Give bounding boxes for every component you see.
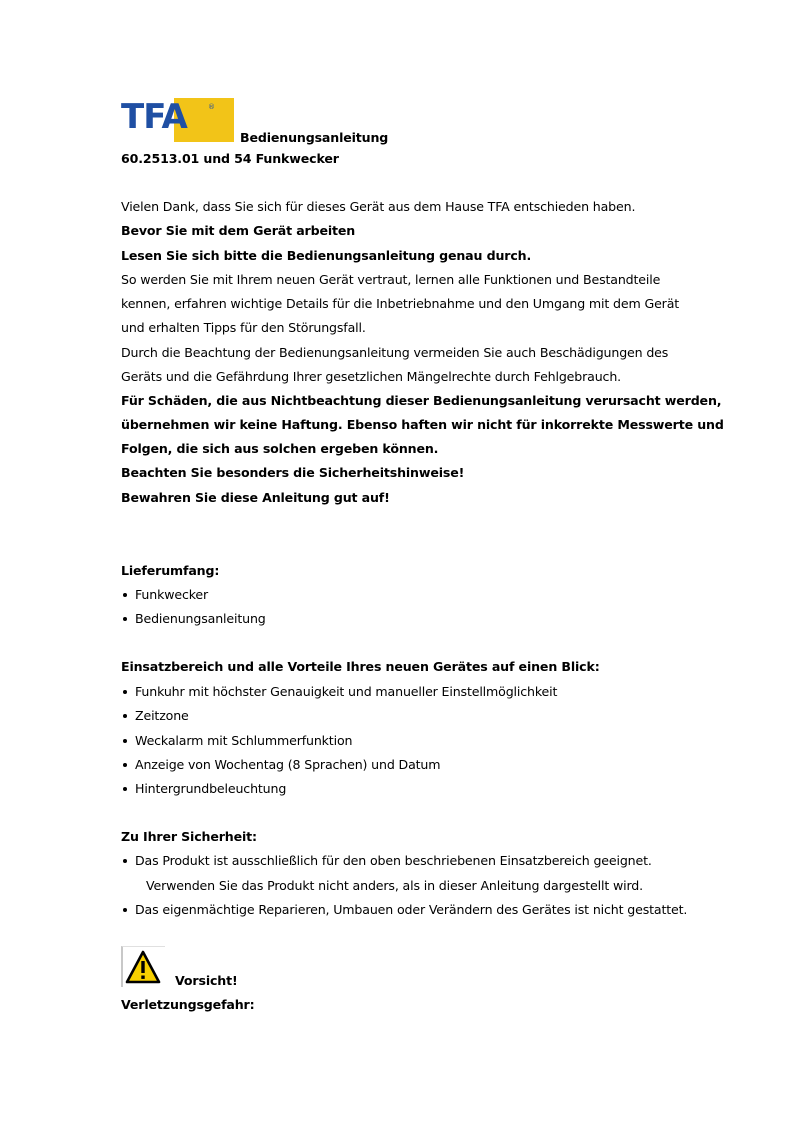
warning-triangle-icon: [121, 946, 165, 988]
feature-item: Zeitzone: [135, 708, 189, 723]
safety-notice: Beachten Sie besonders die Sicherheitshinweise!: [121, 465, 465, 480]
feature-item: Funkuhr mit höchster Genauigkeit und manueller Einstellmöglichkeit: [135, 684, 558, 699]
read-heading: Lesen Sie sich bitte die Bedienungsanleitung genau durch.: [121, 248, 532, 263]
liability-line2: übernehmen wir keine Haftung. Ebenso haften wir nicht für inkorrekte Messwerte und: [121, 417, 724, 432]
feature-item: Anzeige von Wochentag (8 Sprachen) und Datum: [135, 757, 441, 772]
bullet-icon: [123, 690, 127, 694]
thanks-text: Vielen Dank, dass Sie sich für dieses Gerät aus dem Hause TFA entschieden haben.: [121, 199, 636, 214]
safety-item1-line2: Verwenden Sie das Produkt nicht anders, als in dieser Anleitung dargestellt wird.: [146, 878, 643, 893]
safety-heading: Zu Ihrer Sicherheit:: [121, 829, 257, 844]
bullet-icon: [123, 763, 127, 767]
intro-para1-line3: und erhalten Tipps für den Störungsfall.: [121, 320, 366, 335]
liability-line3: Folgen, die sich aus solchen ergeben können.: [121, 441, 439, 456]
bullet-icon: [123, 908, 127, 912]
logo-registered-mark: ®: [208, 103, 215, 111]
bullet-icon: [123, 787, 127, 791]
doc-type-title: Bedienungsanleitung: [240, 130, 389, 145]
feature-item: Hintergrundbeleuchtung: [135, 781, 287, 796]
intro-para2-line2: Geräts und die Gefährdung Ihrer gesetzlichen Mängelrechte durch Fehlgebrauch.: [121, 369, 622, 384]
bullet-icon: [123, 739, 127, 743]
bullet-icon: [123, 617, 127, 621]
warning-label: Vorsicht!: [175, 973, 238, 988]
product-title: 60.2513.01 und 54 Funkwecker: [121, 151, 339, 166]
delivery-item: Funkwecker: [135, 587, 209, 602]
bullet-icon: [123, 593, 127, 597]
before-heading: Bevor Sie mit dem Gerät arbeiten: [121, 223, 356, 238]
tfa-logo: [121, 98, 234, 142]
delivery-item: Bedienungsanleitung: [135, 611, 266, 626]
warning-subheading: Verletzungsgefahr:: [121, 997, 255, 1012]
bullet-icon: [123, 714, 127, 718]
features-heading: Einsatzbereich und alle Vorteile Ihres neuen Gerätes auf einen Blick:: [121, 659, 600, 674]
feature-item: Weckalarm mit Schlummerfunktion: [135, 733, 353, 748]
bullet-icon: [123, 859, 127, 863]
safety-item2: Das eigenmächtige Reparieren, Umbauen oder Verändern des Gerätes ist nicht gestattet.: [135, 902, 688, 917]
delivery-heading: Lieferumfang:: [121, 563, 220, 578]
keep-notice: Bewahren Sie diese Anleitung gut auf!: [121, 490, 390, 505]
intro-para1-line1: So werden Sie mit Ihrem neuen Gerät vertraut, lernen alle Funktionen und Bestandteile: [121, 272, 661, 287]
safety-item1-line1: Das Produkt ist ausschließlich für den oben beschriebenen Einsatzbereich geeignet.: [135, 853, 652, 868]
liability-line1: Für Schäden, die aus Nichtbeachtung dieser Bedienungsanleitung verursacht werden,: [121, 393, 722, 408]
intro-para2-line1: Durch die Beachtung der Bedienungsanleitung vermeiden Sie auch Beschädigungen des: [121, 345, 669, 360]
logo-text: TFA: [121, 97, 187, 137]
intro-para1-line2: kennen, erfahren wichtige Details für die Inbetriebnahme und den Umgang mit dem Gerät: [121, 296, 680, 311]
